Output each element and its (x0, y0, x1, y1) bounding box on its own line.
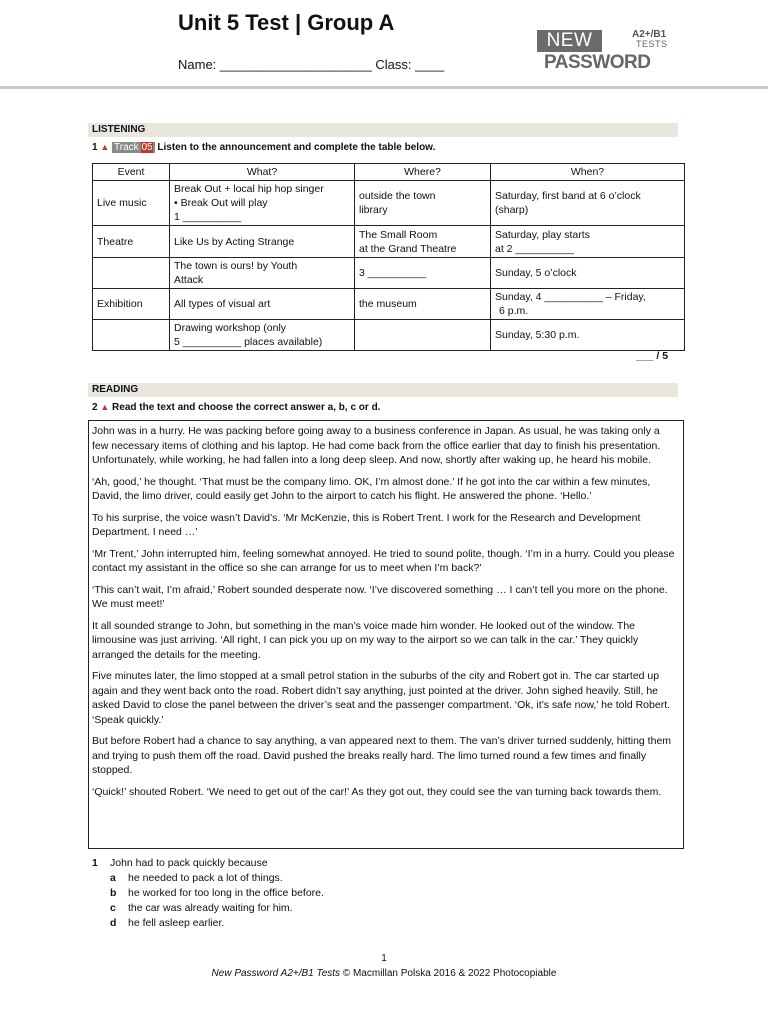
exercise-number: 2 (92, 402, 98, 413)
table-row (93, 320, 685, 351)
when-cell: Saturday, first band at 6 o’clock (sharp) (491, 181, 685, 226)
table-row (93, 181, 685, 226)
answer-option-d[interactable]: d he fell asleep earlier. (110, 917, 225, 929)
copyright-footer: New Password A2+/B1 Tests © Macmillan Polska 2016 & 2022 Photocopiable (211, 968, 557, 979)
what-cell: Drawing workshop (only 5 __________ places available) (170, 320, 355, 351)
table-header-cell: Event (93, 164, 170, 181)
reading-paragraph: ‘This can’t wait, I’m afraid,’ Robert sounded desperate now. ‘I’ve discovered something … I can’t tell you more on the phone. We must meet!’ (92, 583, 668, 610)
reading-section-header: READING (88, 383, 678, 397)
question-number: 1 (92, 857, 98, 869)
class-label: Class: (375, 57, 412, 72)
answer-option-c[interactable]: c the car was already waiting for him. (110, 902, 293, 914)
listening-table (92, 163, 685, 351)
header-divider (0, 86, 768, 89)
where-cell: the museum (355, 289, 491, 320)
event-cell (93, 258, 170, 289)
table-row (93, 226, 685, 258)
reading-paragraph: John was in a hurry. He was packing before going away to a business conference in Japan. As usual, he was taking only a few necessary items of clothing and his laptop. He had come back from the office earlier that day to finish his presentation. Unfortunately, while working, he had fallen into a long deep sleep. And now, shortly after waking up, he heard his mobile. (92, 425, 661, 466)
question-stem: 1 John had to pack quickly because (92, 857, 268, 869)
answer-blank-4[interactable]: Sunday, 4 __________ – Friday, (495, 291, 646, 303)
instruction-text: Read the text and choose the correct answer a, b, c or d. (112, 402, 381, 413)
where-cell: outside the town library (355, 181, 491, 226)
listening-instruction (92, 142, 435, 153)
event-cell (93, 320, 170, 351)
what-cell: Break Out + local hip hop singer • Break Out will play 1 __________ (170, 181, 355, 226)
event-cell: Exhibition (93, 289, 170, 320)
event-cell: Theatre (93, 226, 170, 258)
when-cell: Sunday, 5:30 p.m. (491, 320, 685, 351)
what-cell: The town is ours! by Youth Attack (170, 258, 355, 289)
reading-paragraph: But before Robert had a chance to say anything, a van appeared next to them. The van’s driver turned suddenly, hitting them and trying to push them off the road. David pushed the breaks really hard. The limo turned round a few times and finally stopped. (92, 735, 672, 776)
reading-paragraph: Five minutes later, the limo stopped at a small petrol station in the suburbs of the city and Robert got in. The car started up again and they went back onto the road. Robert didn’t say anything, just pointed at the driver. John sighed heavily. Still, he asked David to close the panel between the driver’s seat and the passenger compartment. ‘Ok, it’s safe now,’ he told Robert. ‘Speak quickly.’ (92, 670, 671, 726)
event-cell: Live music (93, 181, 170, 226)
where-cell (355, 320, 491, 351)
page-title: Unit 5 Test | Group A (178, 10, 395, 35)
reading-paragraph: ‘Quick!’ shouted Robert. ‘We need to get out of the car!’ As they got out, they could see the van turning back towards them. (92, 785, 662, 798)
table-row (93, 258, 685, 289)
logo-level: A2+/B1 (632, 29, 667, 40)
name-field[interactable]: _____________________ (219, 57, 372, 72)
name-label: Name: (178, 57, 217, 72)
reading-paragraph: ‘Mr Trent,’ John interrupted him, feeling somewhat annoyed. He tried to sound polite, though. ‘I’m in a hurry. Could you please contact my assistant in the office so she can arrange for us to meet when I’m back?’ (92, 547, 675, 574)
what-cell: Like Us by Acting Strange (170, 226, 355, 258)
logo-tests: TESTS (636, 39, 668, 49)
answer-blank-1[interactable]: 1 __________ (174, 211, 242, 223)
table-header-cell: When? (491, 164, 685, 181)
reading-paragraph: ‘Ah, good,’ he thought. ‘That must be the company limo. OK, I’m almost done.’ If he got into the car within a few minutes, David, the limo driver, could easily get John to the airport to catch his flight. He answered the phone. ‘Hello.’ (92, 475, 651, 502)
listening-section-header: LISTENING (88, 123, 678, 137)
logo-password: PASSWORD (544, 52, 651, 73)
instruction-text: Listen to the announcement and complete the table below. (157, 142, 436, 153)
table-header-row (93, 164, 685, 181)
when-cell: Sunday, 5 o’clock (491, 258, 685, 289)
answer-blank-5[interactable]: 5 __________ places available) (174, 336, 323, 348)
exercise-number: 1 (92, 142, 98, 153)
reading-text-box (88, 420, 684, 849)
when-cell: Saturday, play starts at 2 __________ (491, 226, 685, 258)
what-cell: All types of visual art (170, 289, 355, 320)
where-cell: The Small Room at the Grand Theatre (355, 226, 491, 258)
table-header-cell: Where? (355, 164, 491, 181)
graduation-cap-icon: ▲ (100, 402, 110, 412)
when-cell: Sunday, 4 __________ – Friday, 6 p.m. (491, 289, 685, 320)
answer-option-b[interactable]: b he worked for too long in the office before. (110, 887, 324, 899)
logo-new: NEW (537, 30, 602, 52)
answer-blank-2[interactable]: at 2 __________ (495, 242, 574, 255)
table-header-cell: What? (170, 164, 355, 181)
reading-paragraph: It all sounded strange to John, but something in the man’s voice made him wonder. He looked out of the window. The limousine was just arriving. ‘All right, I can pick you up on my way to the airport so we can talk in the car.’ They quickly arranged the details for the meeting. (92, 619, 639, 661)
answer-blank-3[interactable]: 3 __________ (359, 267, 427, 279)
table-row (93, 289, 685, 320)
where-cell (355, 258, 491, 289)
track-badge: Track 05 (114, 142, 153, 153)
class-field[interactable]: ____ (415, 57, 445, 72)
answer-option-a[interactable]: a he needed to pack a lot of things. (110, 872, 283, 884)
page-number: 1 (381, 953, 387, 964)
listening-score[interactable]: ___ / 5 (636, 350, 669, 362)
graduation-cap-icon: ▲ (100, 142, 110, 152)
name-class-line (178, 57, 444, 72)
reading-instruction (92, 402, 380, 413)
reading-paragraph: To his surprise, the voice wasn’t David’s. ‘Mr McKenzie, this is Robert Trent. I work for the Research and Development Department. I need …’ (92, 511, 641, 538)
